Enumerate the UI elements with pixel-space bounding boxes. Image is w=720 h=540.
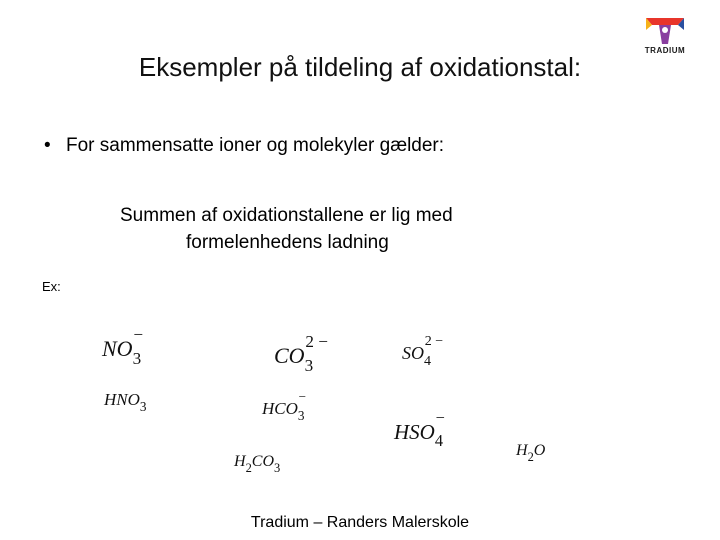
formula-base: HCO [262, 399, 298, 418]
formula-bicarbonate [262, 389, 307, 423]
bullet-item [44, 135, 444, 157]
formula-nitric-acid [104, 390, 147, 414]
formula-hydrogen-subscript: 2 [527, 449, 534, 464]
formula-base: CO [251, 453, 275, 470]
formula-hydrogen: H [234, 453, 246, 470]
tradium-logo-icon [642, 16, 688, 46]
formula-subscript: 3 [274, 460, 281, 475]
bullet-symbol: • [44, 135, 51, 156]
slide-title: Eksempler på tildeling af oxidationstal: [138, 52, 582, 82]
formula-carbonate [274, 331, 328, 375]
formula-charge: − [133, 324, 144, 344]
formula-base: SO [402, 343, 424, 363]
rule-line-2: formelenhedens ladning [186, 232, 389, 253]
formula-subscript: 4 [434, 431, 444, 451]
formula-base: O [533, 442, 546, 459]
formula-base: HNO [104, 390, 140, 409]
rule-statement [120, 202, 540, 256]
formula-nitrate [102, 324, 144, 368]
formula-water [516, 442, 546, 464]
example-label: Ex: [42, 279, 61, 294]
formula-base: CO [274, 343, 305, 368]
formula-hydrogen-sulfate [394, 408, 445, 451]
formula-hydrogen: H [516, 442, 528, 459]
formula-charge: 2 − [424, 332, 444, 349]
formula-carbonic-acid [234, 453, 281, 475]
formula-charge: 2 − [305, 331, 328, 351]
formula-subscript: 4 [424, 353, 432, 370]
bullet-text: For sammensatte ioner og molekyler gælder: [66, 135, 445, 156]
footer-text: Tradium – Randers Malerskole [250, 514, 470, 531]
formula-hydrogen-subscript: 2 [245, 460, 252, 475]
formula-charge: − [298, 389, 307, 405]
formula-base: NO [102, 336, 133, 361]
rule-line-1: Summen af oxidationstallene er lig med [120, 205, 453, 226]
formula-subscript: 3 [297, 407, 305, 423]
formula-subscript: 3 [304, 355, 314, 375]
logo-text: TRADIUM [644, 46, 686, 55]
formula-base: HSO [394, 420, 435, 444]
formula-subscript: 3 [132, 348, 142, 368]
formula-charge: − [435, 408, 445, 428]
formula-subscript: 3 [139, 398, 147, 414]
formula-sulfate [402, 332, 444, 370]
